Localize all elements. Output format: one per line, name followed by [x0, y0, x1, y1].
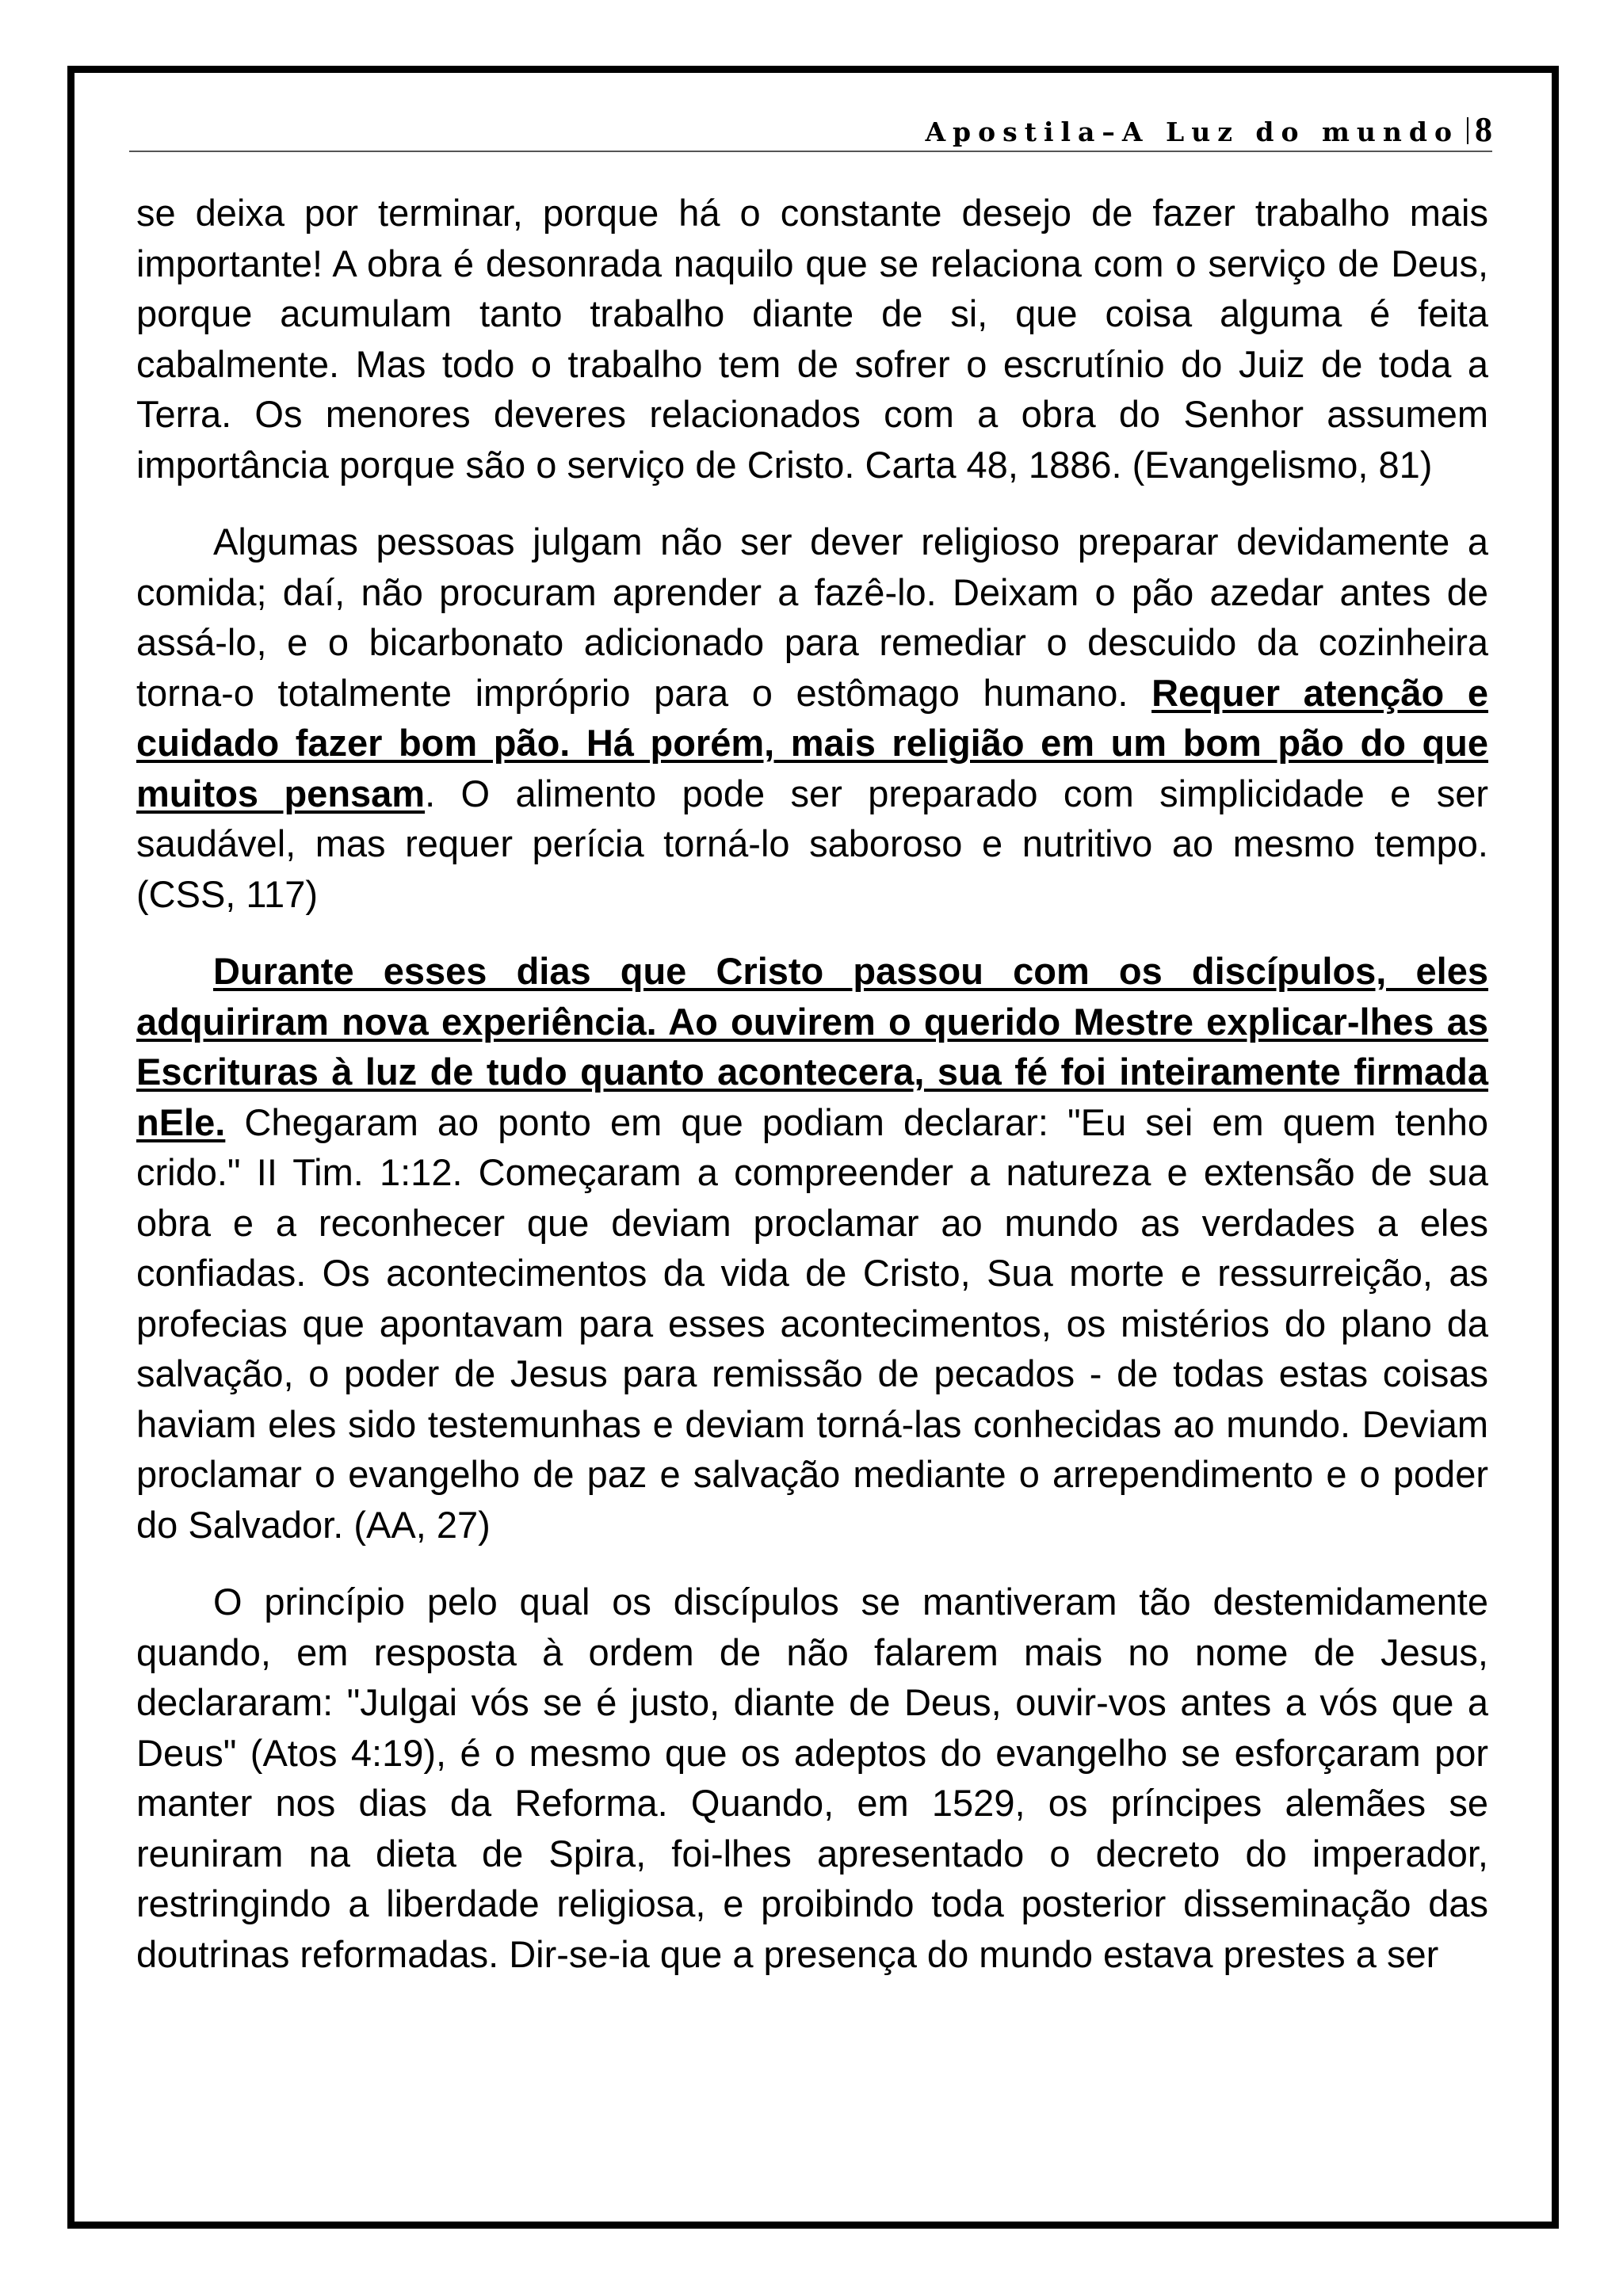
emphasized-passage: Requer atenção e cuidado fazer bom pão. Há porém, mais religião em um bom pão do que muitos pensam [136, 671, 1488, 814]
page-number: 8 [1475, 110, 1492, 149]
header-divider [1467, 117, 1468, 144]
running-header [129, 110, 1492, 152]
paragraph-text: O princípio pelo qual os discípulos se mantiveram tão destemidamente quando, em resposta à ordem de não falarem mais no nome de Jesus, declararam: "Julgai vós se é justo, diante de Deus, ouvir-vos antes a vós que a Deus" (Atos 4:19), é o mesmo que os adeptos do evangelho se esforçaram por manter nos dias da Reforma. Quando, em 1529, os príncipes alemães se reuniram na dieta de Spira, foi-lhes apresentado o decreto do imperador, restringindo a liberdade religiosa, e proibindo toda posterior disseminação das doutrinas reformadas. Dir-se-ia que a presença do mundo estava prestes a ser [136, 1581, 1488, 1975]
emphasized-passage: Durante esses dias que Cristo passou com os discípulos, eles adquiriram nova experiência. Ao ouvirem o querido Mestre explicar-lhes as Escrituras à luz de tudo quanto acontecera, sua fé foi inteiramente firmada nEle. [136, 950, 1488, 1143]
header-title: Apostila–A Luz do mundo [925, 116, 1459, 147]
paragraph-text: . O alimento pode ser preparado com simplicidade e ser saudável, mas requer perícia torná-lo saboroso e nutritivo ao mesmo tempo. (CSS, 117) [136, 772, 1488, 915]
paragraph-text: se deixa por terminar, porque há o constante desejo de fazer trabalho mais importante! A obra é desonrada naquilo que se relaciona com o serviço de Deus, porque acumulam tanto trabalho diante de si, que coisa alguma é feita cabalmente. Mas todo o trabalho tem de sofrer o escrutínio do Juiz de toda a Terra. Os menores deveres relacionados com a obra do Senhor assumem importância porque são o serviço de Cristo. Carta 48, 1886. (Evangelismo, 81) [136, 192, 1488, 486]
paragraph-3 [136, 946, 1488, 1550]
paragraph-2 [136, 517, 1488, 919]
paragraph-1 [136, 188, 1488, 490]
paragraph-text: Chegaram ao ponto em que podiam declarar: "Eu sei em quem tenho crido." II Tim. 1:12. Começaram a compreender a natureza e extensão de sua obra e a reconhecer que deviam proclamar ao mundo as verdades a eles confiadas. Os acontecimentos da vida de Cristo, Sua morte e ressurreição, as profecias que apontavam para esses acontecimentos, os mistérios do plano da salvação, o poder de Jesus para remissão de pecados - de todas estas coisas haviam eles sido testemunhas e deviam torná-las conhecidas ao mundo. Deviam proclamar o evangelho de paz e salvação mediante o arrependimento e o poder do Salvador. (AA, 27) [136, 1100, 1488, 1546]
body-text [136, 188, 1488, 1979]
paragraph-text: Algumas pessoas julgam não ser dever religioso preparar devidamente a comida; daí, não procuram aprender a fazê-lo. Deixam o pão azedar antes de assá-lo, e o bicarbonato adicionado para remediar o descuido da cozinheira torna-o totalmente impróprio para o estômago humano. [136, 521, 1488, 714]
paragraph-4 [136, 1577, 1488, 1979]
